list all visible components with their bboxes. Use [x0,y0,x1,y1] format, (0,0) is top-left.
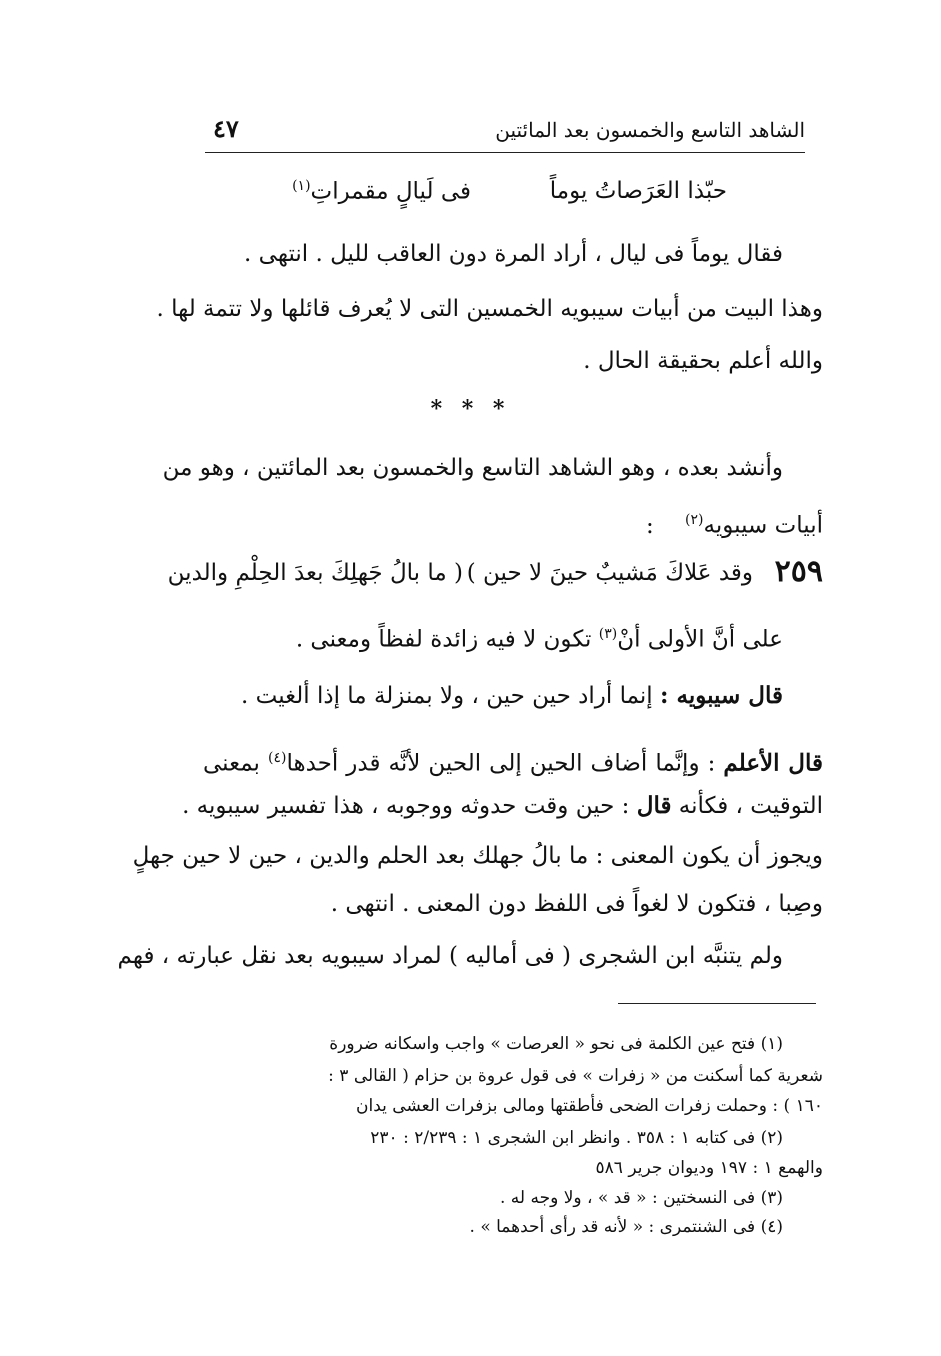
body-line-1: على أنَّ الأولى أنْ$^{(٣)}$ تكون لا فيه زائدة لفظاً ومعنى . [295,626,783,653]
body-line-6: وصِبا ، فتكون لا لغواً فى اللفظ دون المعنى . انتهى . [330,891,823,917]
page-header [205,112,805,153]
paragraph-4-line-2: أبيات سيبويه$^{(٢)}$ : [645,512,823,539]
paragraph-2: وهذا البيت من أبيات سيبويه الخمسين التى لا يُعرف قائلها ولا تتمة لها . [156,296,823,322]
footnote-ref-3: (٣) [598,626,618,642]
footnote-2-line-2: والهمع ١ : ١٩٧ وديوان جرير ٥٨٦ [595,1158,823,1178]
footnote-1-line-1: (١) فتح عين الكلمة فى نحو « العرصات » واجب واسكانه ضرورة [329,1034,783,1054]
paragraph-1: فقال يوماً فى ليال ، أراد المرة دون العاقب لليل . انتهى . [244,241,783,267]
verse1-first-half: حبّذا العَرَصاتُ يوماً [549,178,727,204]
body-line-2: قال سيبويه : إنما أراد حين حين ، ولا بمنزلة ما إذا ألغيت . [241,682,783,709]
running-head: الشاهد التاسع والخمسون بعد المائتين [495,118,805,142]
body-line-7: ولم يتنبَّه ابن الشجرى ( فى أماليه ) لمراد سيبويه بعد نقل عبارته ، فهم [117,943,783,969]
footnote-divider [618,1003,816,1004]
footnote-ref-4: (٤) [267,750,287,766]
page-number: ٤٧ [213,114,239,143]
body-line-4: التوقيت ، فكأنه قال : حين وقت حدوثه ووجوبه ، هذا تفسير سيبويه . [182,792,823,819]
paragraph-3: والله أعلم بحقيقة الحال . [583,348,823,374]
verse2-second-half: وقد عَلاكَ مَشيبٌ حينَ لا حين ) [466,560,753,586]
footnote-ref-2: (٢) [685,512,704,528]
body-line-5: ويجوز أن يكون المعنى : ما بالُ جهلك بعد الحلم والدين ، حين لا حين جهلٍ [132,843,823,869]
body-line-3: قال الأعلم : وإنَّما أضاف الحين إلى الحين لأنَّه قدر أحدها$^{(٤)}$ بمعنى [203,749,824,777]
footnote-ref-1: (١) [292,178,311,194]
footnote-2-line-1: (٢) فى كتابه ١ : ٣٥٨ . وانظر ابن الشجرى ١ : ٢/٢٣٩ : ٢٣٠ [370,1128,783,1148]
verse1-second-half: فى لَيالٍ مقمراتِ$^{(١)}$ [292,178,471,205]
footnote-1-line-2: شعرية كما أسكنت من « زفرات » فى قول عروة بن حزام ( القالى ٣ : [328,1066,823,1086]
verse2-first-half: ( ما بالُ جَهلِكَ بعدَ الحِلْمِ والدين [167,560,463,586]
section-separator: * * * [430,396,511,422]
footnote-4: (٤) فى الشنتمرى : « لأنه قد رأى أحدهما » . [469,1217,783,1237]
footnote-3: (٣) فى النسختين : « قد » ، ولا وجه له . [499,1188,783,1208]
footnote-1-line-3: ١٦٠ ) : وحملت زفرات الضحى فأطقتها ومالى بزفرات العشى يدان [356,1096,823,1116]
verse-number: ٢٥٩ [774,554,823,589]
paragraph-4-line-1: وأنشد بعده ، وهو الشاهد التاسع والخمسون بعد المائتين ، وهو من [162,455,783,481]
